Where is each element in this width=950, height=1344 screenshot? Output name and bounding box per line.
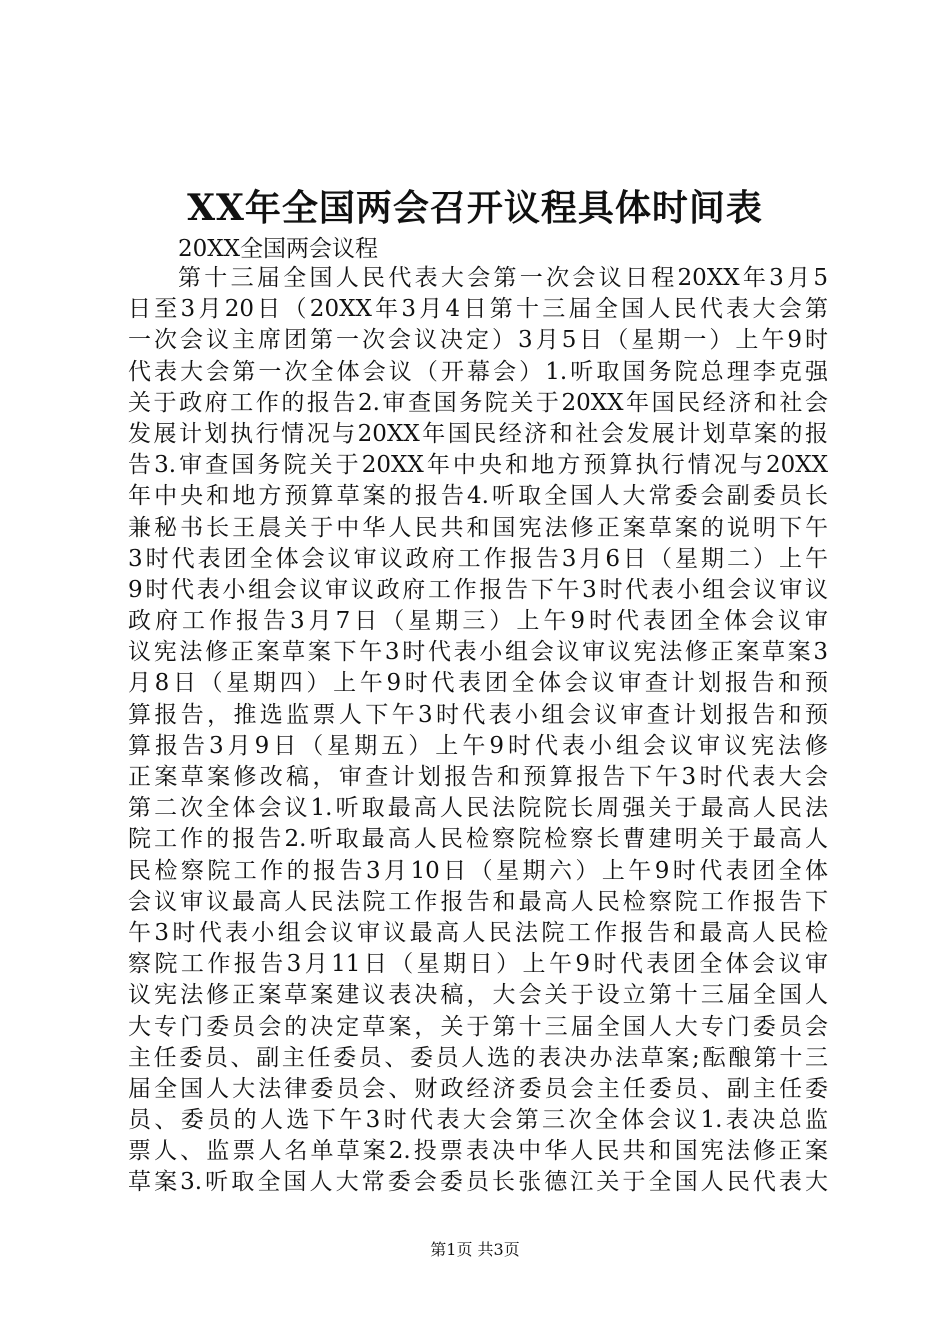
body-line: 算报告3月9日（星期五）上午9时代表小组会议审议宪法修 <box>128 732 828 759</box>
body-line: 院工作的报告2.听取最高人民检察院检察长曹建明关于最高人 <box>128 826 828 853</box>
body-line: 第二次全体会议1.听取最高人民法院院长周强关于最高人民法 <box>128 795 828 822</box>
body-line: 会议审议最高人民法院工作报告和最高人民检察院工作报告下 <box>128 888 828 915</box>
body-line: 告3.审查国务院关于20XX年中央和地方预算执行情况与20XX <box>128 452 828 479</box>
body-line: 发展计划执行情况与20XX年国民经济和社会发展计划草案的报 <box>128 420 828 447</box>
body-line: 第十三届全国人民代表大会第一次会议日程20XX年3月5 <box>178 265 828 291</box>
body-line: 3时代表团全体会议审议政府工作报告3月6日（星期二）上午 <box>128 545 828 572</box>
body-line: 兼秘书长王晨关于中华人民共和国宪法修正案草案的说明下午 <box>128 514 828 541</box>
body-line: 民检察院工作的报告3月10日（星期六）上午9时代表团全体 <box>128 857 828 884</box>
body-line: 主任委员、副主任委员、委员人选的表决办法草案;酝酿第十三 <box>128 1044 828 1071</box>
body-line: 一次会议主席团第一次会议决定）3月5日（星期一）上午9时 <box>128 327 828 354</box>
document-title: XX年全国两会召开议程具体时间表 <box>187 187 763 229</box>
body-line: 议宪法修正案草案建议表决稿，大会关于设立第十三届全国人 <box>128 982 828 1009</box>
body-line: 届全国人大法律委员会、财政经济委员会主任委员、副主任委 <box>128 1075 828 1102</box>
body-line: 政府工作报告3月7日（星期三）上午9时代表团全体会议审 <box>128 608 828 635</box>
body-line: 算报告，推选监票人下午3时代表小组会议审查计划报告和预 <box>128 701 828 728</box>
body-line: 大专门委员会的决定草案，关于第十三届全国人大专门委员会 <box>128 1013 828 1040</box>
body-line: 午3时代表小组会议审议最高人民法院工作报告和最高人民检 <box>128 919 828 946</box>
document-subtitle: 20XX全国两会议程 <box>178 236 379 262</box>
body-line: 关于政府工作的报告2.审查国务院关于20XX年国民经济和社会 <box>128 389 828 416</box>
body-line: 票人、监票人名单草案2.投票表决中华人民共和国宪法修正案 <box>128 1138 828 1165</box>
body-line: 日至3月20日（20XX年3月4日第十三届全国人民代表大会第 <box>128 296 828 323</box>
body-line: 9时代表小组会议审议政府工作报告下午3时代表小组会议审议 <box>128 576 828 603</box>
body-line: 员、委员的人选下午3时代表大会第三次全体会议1.表决总监 <box>128 1107 828 1134</box>
body-line: 代表大会第一次全体会议（开幕会）1.听取国务院总理李克强 <box>128 358 828 385</box>
body-line: 月8日（星期四）上午9时代表团全体会议审查计划报告和预 <box>128 670 828 697</box>
body-line: 议宪法修正案草案下午3时代表小组会议审议宪法修正案草案3 <box>128 639 828 666</box>
body-line: 正案草案修改稿，审查计划报告和预算报告下午3时代表大会 <box>128 764 828 790</box>
body-line: 察院工作报告3月11日（星期日）上午9时代表团全体会议审 <box>128 951 828 978</box>
body-line: 年中央和地方预算草案的报告4.听取全国人大常委会副委员长 <box>128 483 828 510</box>
document-body <box>128 263 828 1199</box>
page-footer: 第1页 共3页 <box>430 1240 520 1259</box>
body-line: 草案3.听取全国人大常委会委员长张德江关于全国人民代表大 <box>128 1169 828 1196</box>
